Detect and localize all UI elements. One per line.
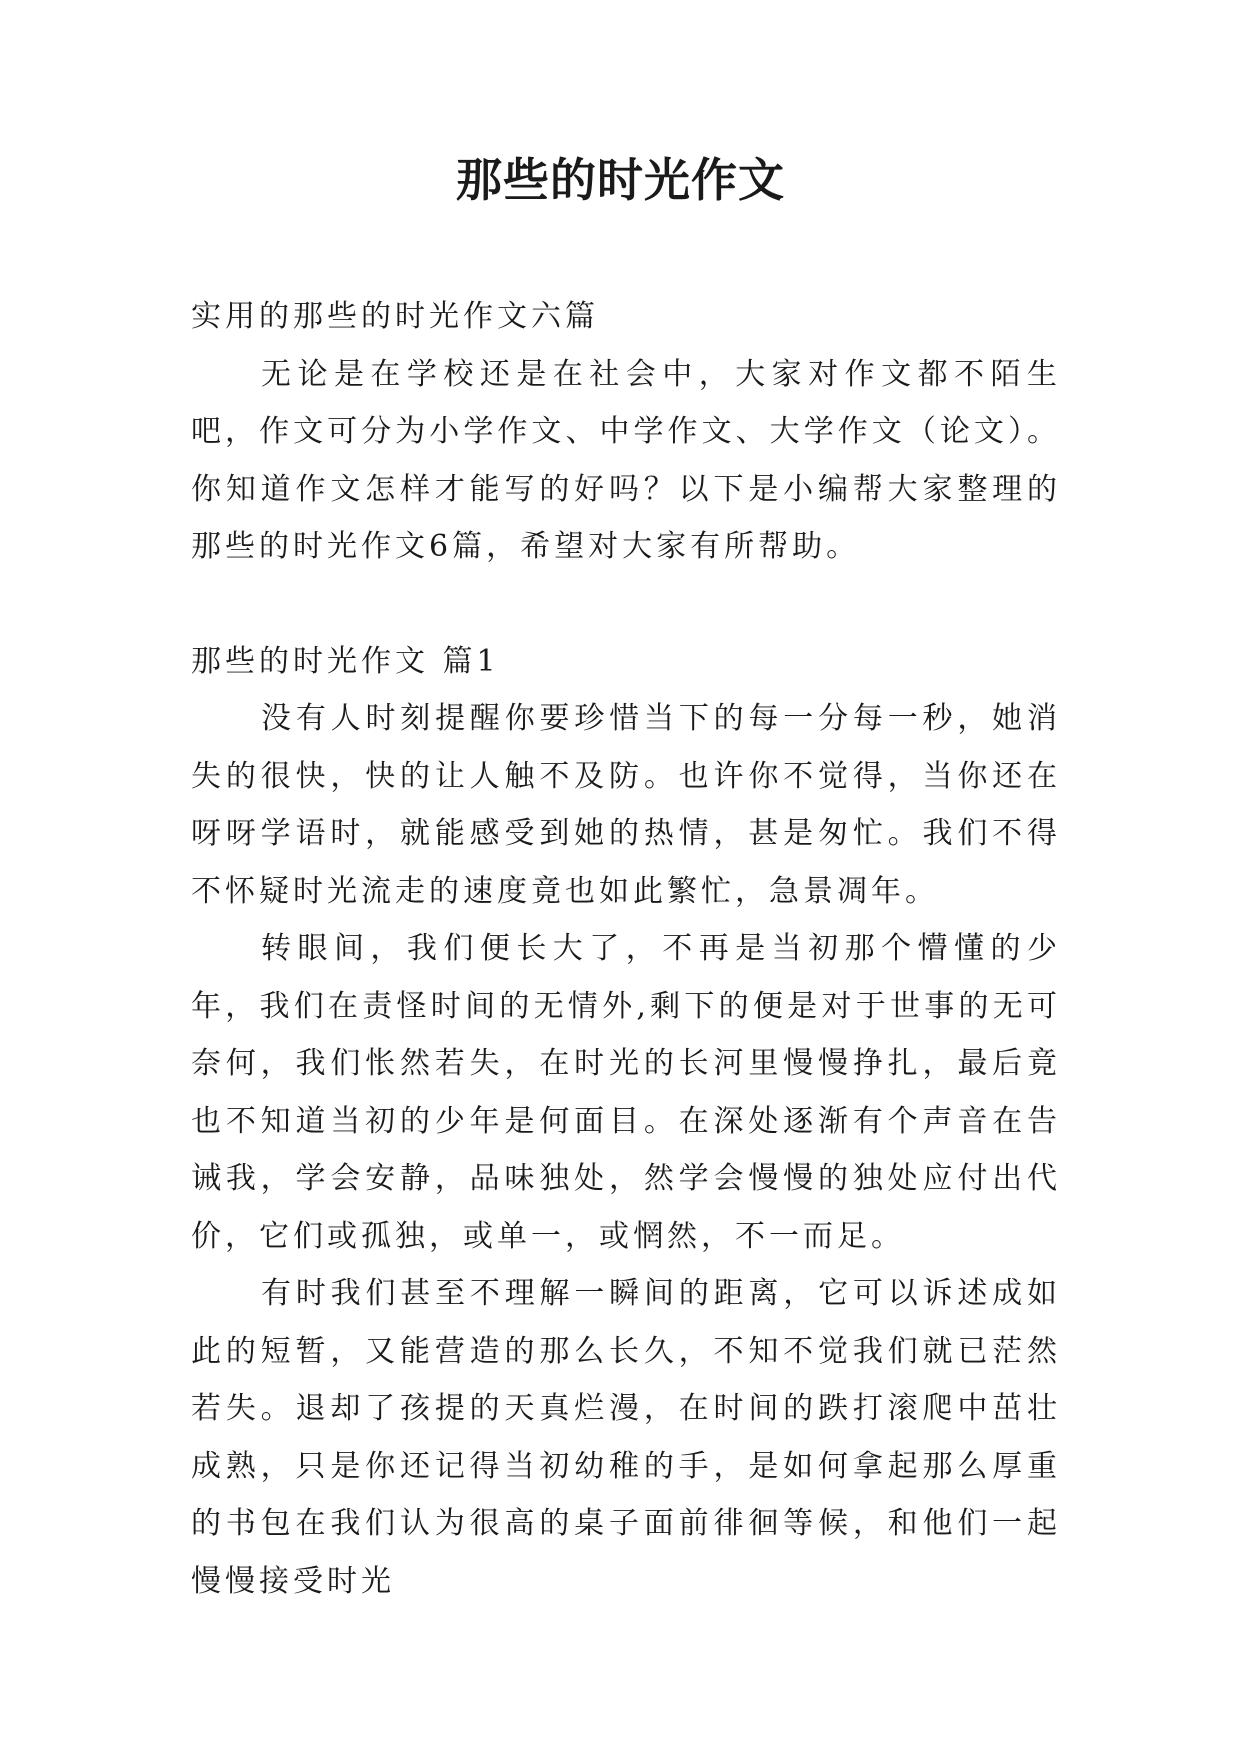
body-paragraph: 转眼间，我们便长大了，不再是当初那个懵懂的少年，我们在责怪时间的无情外,剩下的便是对于世事的无可奈何，我们怅然若失，在时光的长河里慢慢挣扎，最后竟也不知道当初的少年是何面目。在深处逐渐有个声音在告诫我，学会安静，品味独处，然学会慢慢的独处应付出代价，它们或孤独，或单一，或惘然，不一而足。 [191,931,1061,1254]
body-paragraph: 有时我们甚至不理解一瞬间的距离，它可以诉述成如此的短暂，又能营造的那么长久，不知不觉我们就已茫然若失。退却了孩提的天真烂漫，在时间的跌打滚爬中茁壮成熟，只是你还记得当初幼稚的手，是如何拿起那么厚重的书包在我们认为很高的桌子面前徘徊等候，和他们一起慢慢接受时光 [191,1276,1061,1599]
section-heading: 那些的时光作文 篇1 [191,643,500,679]
document-title: 那些的时光作文 [456,153,785,207]
document-body [191,288,1061,1610]
body-paragraph: 没有人时刻提醒你要珍惜当下的每一分每一秒，她消失的很快，快的让人触不及防。也许你不觉得，当你还在呀呀学语时，就能感受到她的热情，甚是匆忙。我们不得不怀疑时光流走的速度竟也如此繁忙，急景凋年。 [191,701,1061,909]
intro-paragraph: 无论是在学校还是在社会中，大家对作文都不陌生吧，作文可分为小学作文、中学作文、大学作文（论文）。你知道作文怎样才能写的好吗？以下是小编帮大家整理的那些的时光作文6篇，希望对大家有所帮助。 [191,356,1061,564]
document-subtitle: 实用的那些的时光作文六篇 [191,299,599,334]
